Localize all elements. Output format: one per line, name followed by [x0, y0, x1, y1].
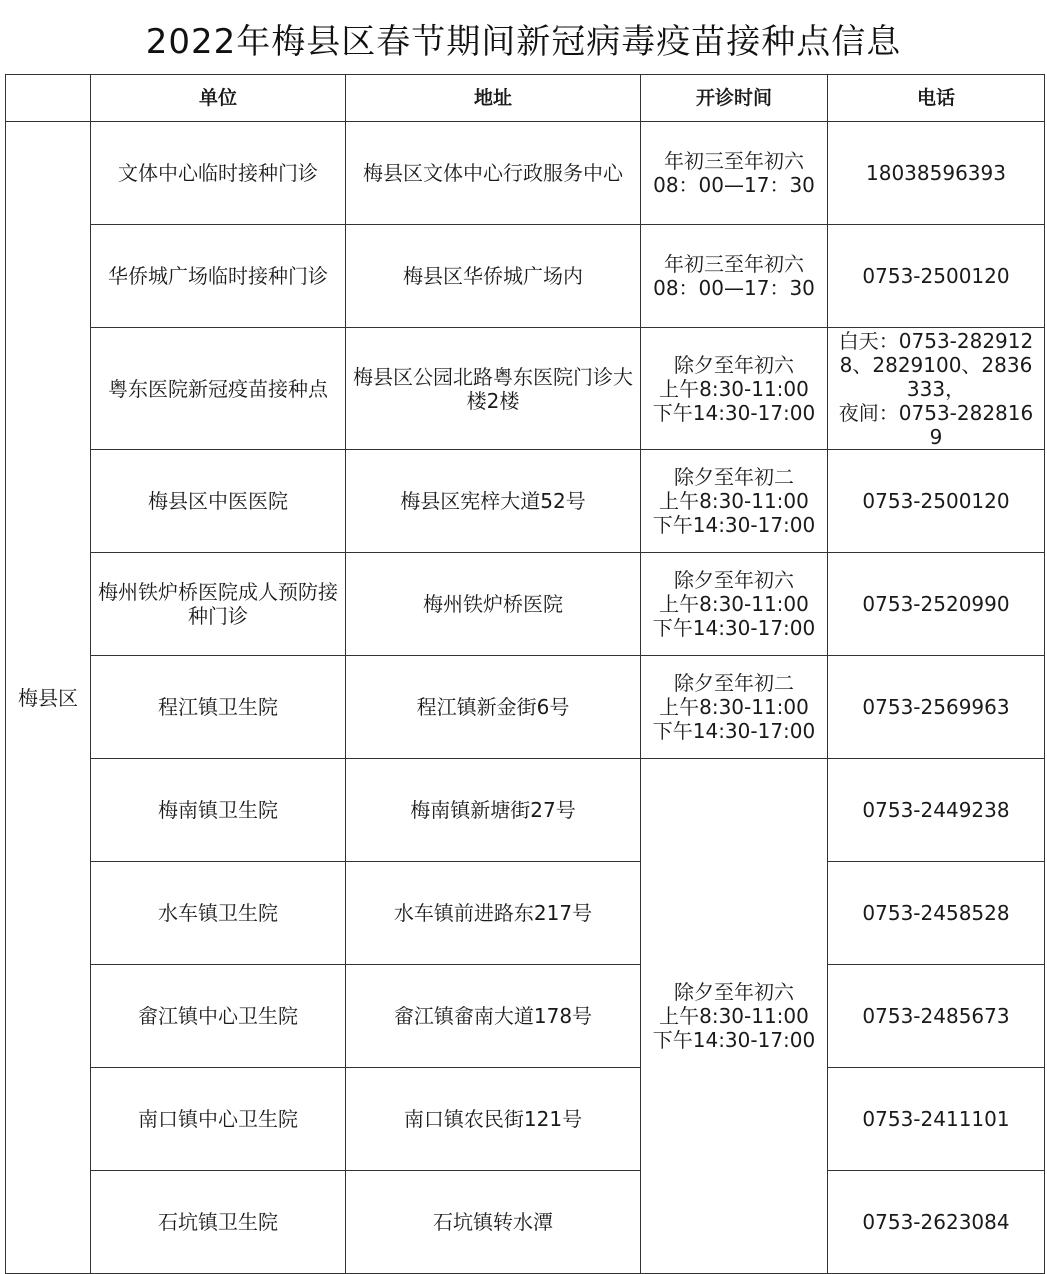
unit-cell: 水车镇卫生院	[91, 862, 346, 965]
table-row	[6, 656, 1045, 759]
unit-cell: 梅州铁炉桥医院成人预防接种门诊	[91, 553, 346, 656]
address-cell: 梅县区文体中心行政服务中心	[346, 122, 641, 225]
table-header-row	[6, 75, 1045, 122]
header-region	[6, 75, 91, 122]
address-cell: 梅县区公园北路粤东医院门诊大楼2楼	[346, 328, 641, 450]
table-row	[6, 965, 1045, 1068]
address-cell: 石坑镇转水潭	[346, 1171, 641, 1274]
phone-cell: 白天：0753-2829128、2829100、2836333， 夜间：0753-2828169	[828, 328, 1045, 450]
unit-cell: 石坑镇卫生院	[91, 1171, 346, 1274]
unit-cell: 南口镇中心卫生院	[91, 1068, 346, 1171]
unit-cell: 程江镇卫生院	[91, 656, 346, 759]
hours-cell: 除夕至年初六 上午8:30-11:00 下午14:30-17:00	[641, 328, 828, 450]
phone-cell: 0753-2520990	[828, 553, 1045, 656]
address-cell: 梅县区宪梓大道52号	[346, 450, 641, 553]
table-row	[6, 122, 1045, 225]
merged-hours-cell: 除夕至年初六 上午8:30-11:00 下午14:30-17:00	[641, 759, 828, 1274]
unit-cell: 粤东医院新冠疫苗接种点	[91, 328, 346, 450]
address-cell: 梅州铁炉桥医院	[346, 553, 641, 656]
phone-cell: 0753-2623084	[828, 1171, 1045, 1274]
header-unit: 单位	[91, 75, 346, 122]
table-row	[6, 553, 1045, 656]
table-row	[6, 225, 1045, 328]
address-cell: 畲江镇畲南大道178号	[346, 965, 641, 1068]
table-row	[6, 328, 1045, 450]
table-row	[6, 759, 1045, 862]
address-cell: 梅县区华侨城广场内	[346, 225, 641, 328]
hours-cell: 年初三至年初六 08：00—17：30	[641, 225, 828, 328]
phone-cell: 0753-2458528	[828, 862, 1045, 965]
hours-cell: 年初三至年初六 08：00—17：30	[641, 122, 828, 225]
phone-cell: 0753-2411101	[828, 1068, 1045, 1171]
unit-cell: 畲江镇中心卫生院	[91, 965, 346, 1068]
vaccination-sites-table	[5, 74, 1045, 1274]
header-hours: 开诊时间	[641, 75, 828, 122]
unit-cell: 梅南镇卫生院	[91, 759, 346, 862]
header-address: 地址	[346, 75, 641, 122]
hours-cell: 除夕至年初二 上午8:30-11:00 下午14:30-17:00	[641, 656, 828, 759]
phone-cell: 0753-2500120	[828, 225, 1045, 328]
table-row	[6, 450, 1045, 553]
region-cell: 梅县区	[6, 122, 91, 1274]
table-row	[6, 1068, 1045, 1171]
table-row	[6, 862, 1045, 965]
phone-cell: 18038596393	[828, 122, 1045, 225]
table-row	[6, 1171, 1045, 1274]
phone-cell: 0753-2485673	[828, 965, 1045, 1068]
unit-cell: 梅县区中医医院	[91, 450, 346, 553]
address-cell: 程江镇新金街6号	[346, 656, 641, 759]
hours-cell: 除夕至年初二 上午8:30-11:00 下午14:30-17:00	[641, 450, 828, 553]
address-cell: 南口镇农民街121号	[346, 1068, 641, 1171]
phone-cell: 0753-2569963	[828, 656, 1045, 759]
page-title: 2022年梅县区春节期间新冠病毒疫苗接种点信息	[145, 22, 902, 62]
unit-cell: 文体中心临时接种门诊	[91, 122, 346, 225]
address-cell: 水车镇前进路东217号	[346, 862, 641, 965]
phone-cell: 0753-2500120	[828, 450, 1045, 553]
hours-cell: 除夕至年初六 上午8:30-11:00 下午14:30-17:00	[641, 553, 828, 656]
unit-cell: 华侨城广场临时接种门诊	[91, 225, 346, 328]
phone-cell: 0753-2449238	[828, 759, 1045, 862]
address-cell: 梅南镇新塘街27号	[346, 759, 641, 862]
header-phone: 电话	[828, 75, 1045, 122]
